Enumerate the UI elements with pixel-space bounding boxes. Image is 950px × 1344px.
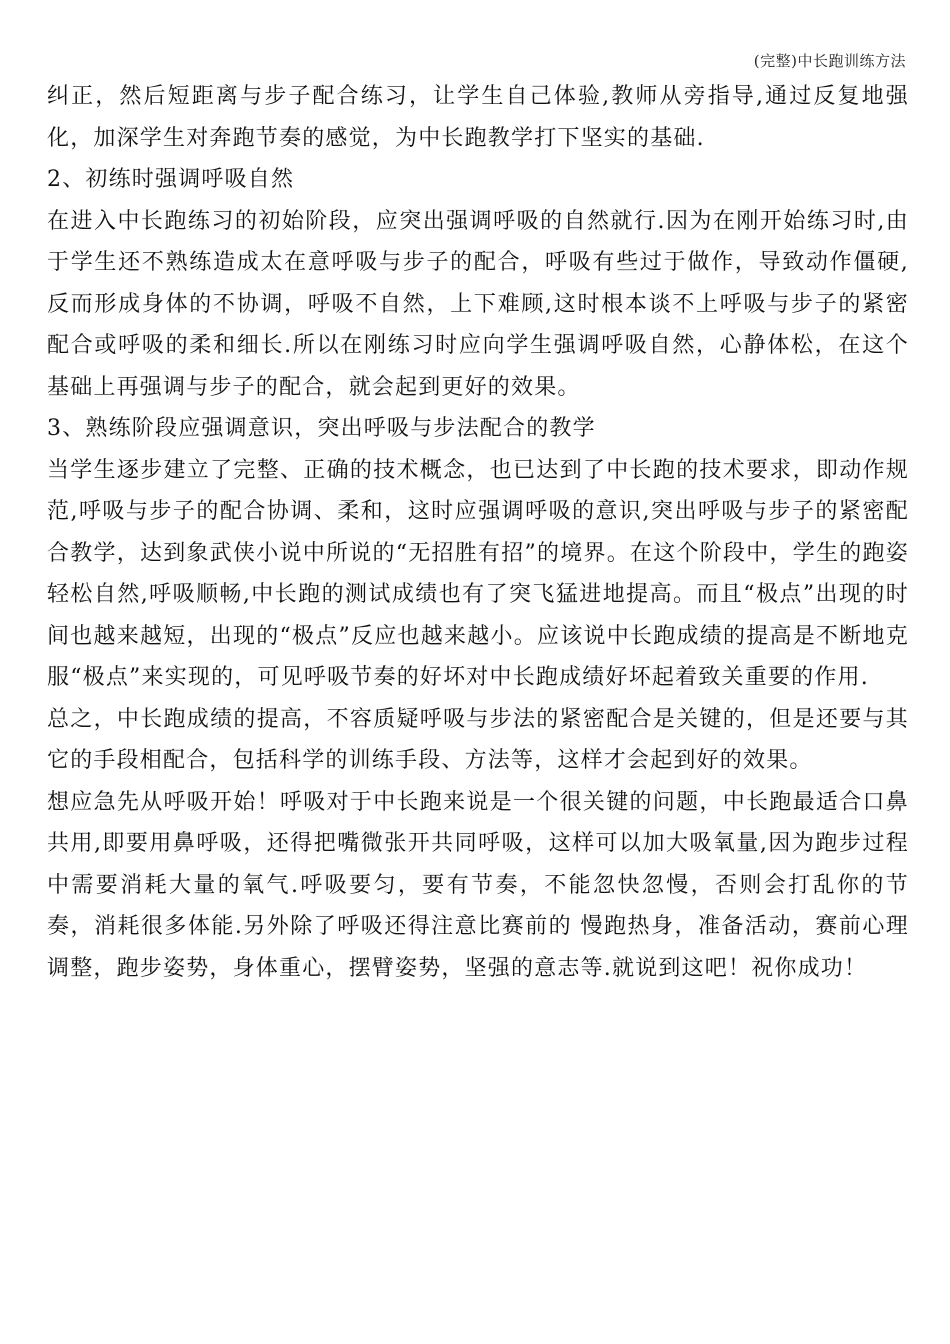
section-heading-natural-breathing: 2、初练时强调呼吸自然 [47, 167, 295, 192]
document-body [47, 76, 909, 989]
page-header-title: (完整)中长跑训练方法 [753, 52, 906, 70]
paragraph-correction-practice: 纠正，然后短距离与步子配合练习，让学生自己体验,教师从旁指导,通过反复地强化，加深学生对奔跑节奏的感觉，为中长跑教学打下坚实的基础. [47, 84, 909, 151]
paragraph-breathing-tips: 想应急先从呼吸开始！呼吸对于中长跑来说是一个很关键的问题，中长跑最适合口鼻共用,即要用鼻呼吸，还得把嘴微张开共同呼吸，这样可以加大吸氧量,因为跑步过程中需要消耗大量的氧气.呼吸要匀，要有节奏，不能忽快忽慢，否则会打乱你的节奏，消耗很多体能.另外除了呼吸还得注意比赛前的 慢跑热身，准备活动，赛前心理调整，跑步姿势，身体重心，摆臂姿势，坚强的意志等.就说到这吧！祝你成功！ [47, 789, 909, 981]
paragraph-breathing-step-coordination: 当学生逐步建立了完整、正确的技术概念，也已达到了中长跑的技术要求，即动作规范,呼吸与步子的配合协调、柔和，这时应强调呼吸的意识,突出呼吸与步子的紧密配合教学，达到象武侠小说中所说的“无招胜有招”的境界。在这个阶段中，学生的跑姿轻松自然,呼吸顺畅,中长跑的测试成绩也有了突飞猛进地提高。而且“极点”出现的时间也越来越短，出现的“极点”反应也越来越小。应该说中长跑成绩的提高是不断地克服“极点”来实现的，可见呼吸节奏的好坏对中长跑成绩好坏起着致关重要的作用. [47, 457, 909, 690]
paragraph-summary: 总之，中长跑成绩的提高，不容质疑呼吸与步法的紧密配合是关键的，但是还要与其它的手段相配合，包括科学的训练手段、方法等，这样才会起到好的效果。 [47, 706, 909, 773]
section-heading-breathing-step-coordination: 3、熟练阶段应强调意识，突出呼吸与步法配合的教学 [47, 416, 596, 441]
paragraph-natural-breathing: 在进入中长跑练习的初始阶段，应突出强调呼吸的自然就行.因为在刚开始练习时,由于学生还不熟练造成太在意呼吸与步子的配合，呼吸有些过于做作，导致动作僵硬,反而形成身体的不协调，呼吸不自然，上下难顾,这时根本谈不上呼吸与步子的紧密配合或呼吸的柔和细长.所以在刚练习时应向学生强调呼吸自然，心静体松，在这个基础上再强调与步子的配合，就会起到更好的效果。 [47, 208, 909, 400]
